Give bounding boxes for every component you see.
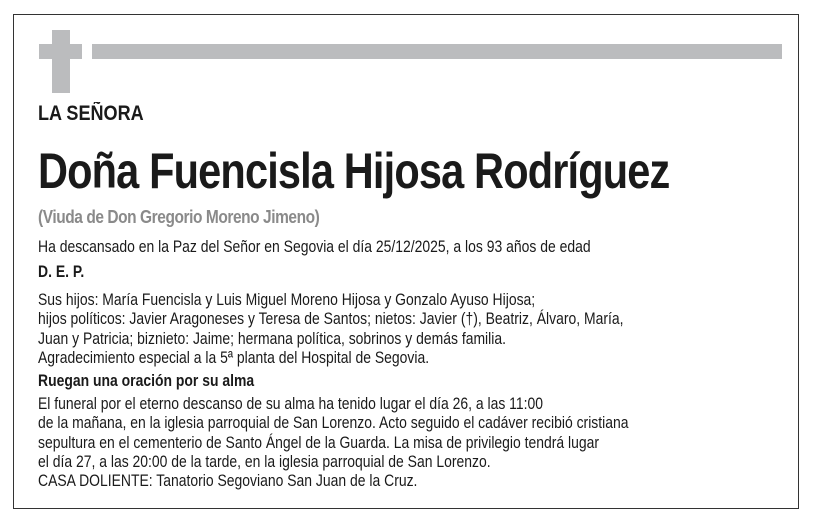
announcement: Ha descansado en la Paz del Señor en Segovia el día 25/12/2025, a los 93 años de edad [38, 237, 591, 256]
family-line: Agradecimiento especial a la 5ª planta del Hospital de Segovia. [38, 347, 430, 367]
header-bar [92, 44, 782, 59]
cross-vertical [52, 30, 70, 93]
funeral-line: CASA DOLIENTE: Tanatorio Segoviano San Juan de la Cruz. [38, 471, 418, 491]
family-block [38, 290, 624, 367]
deceased-name: Doña Fuencisla Hijosa Rodríguez [38, 143, 670, 199]
kicker: LA SEÑORA [38, 102, 144, 125]
funeral-line: de la mañana, en la iglesia parroquial de San Lorenzo. Acto seguido el cadáver recibió cristiana [38, 413, 629, 433]
family-line: Sus hijos: María Fuencisla y Luis Miguel Moreno Hijosa y Gonzalo Ayuso Hijosa; [38, 290, 536, 309]
dep: D. E. P. [38, 262, 85, 281]
funeral-line: El funeral por el eterno descanso de su alma ha tenido lugar el día 26, a las 11:00 [38, 394, 544, 413]
family-line: hijos políticos: Javier Aragoneses y Teresa de Santos; nietos: Javier (†), Beatriz, Álvaro, María, [38, 309, 624, 329]
family-line: Juan y Patricia; biznieto: Jaime; hermana política, sobrinos y demás familia. [38, 328, 506, 348]
subtitle: (Viuda de Don Gregorio Moreno Jimeno) [38, 207, 320, 227]
cross-horizontal [39, 44, 82, 59]
prayer-heading: Ruegan una oración por su alma [38, 371, 255, 390]
funeral-line: sepultura en el cementerio de Santo Ángel de la Guarda. La misa de privilegio tendrá lugar [38, 432, 600, 452]
funeral-block [38, 394, 629, 490]
funeral-line: el día 27, a las 20:00 de la tarde, en la iglesia parroquial de San Lorenzo. [38, 451, 491, 471]
